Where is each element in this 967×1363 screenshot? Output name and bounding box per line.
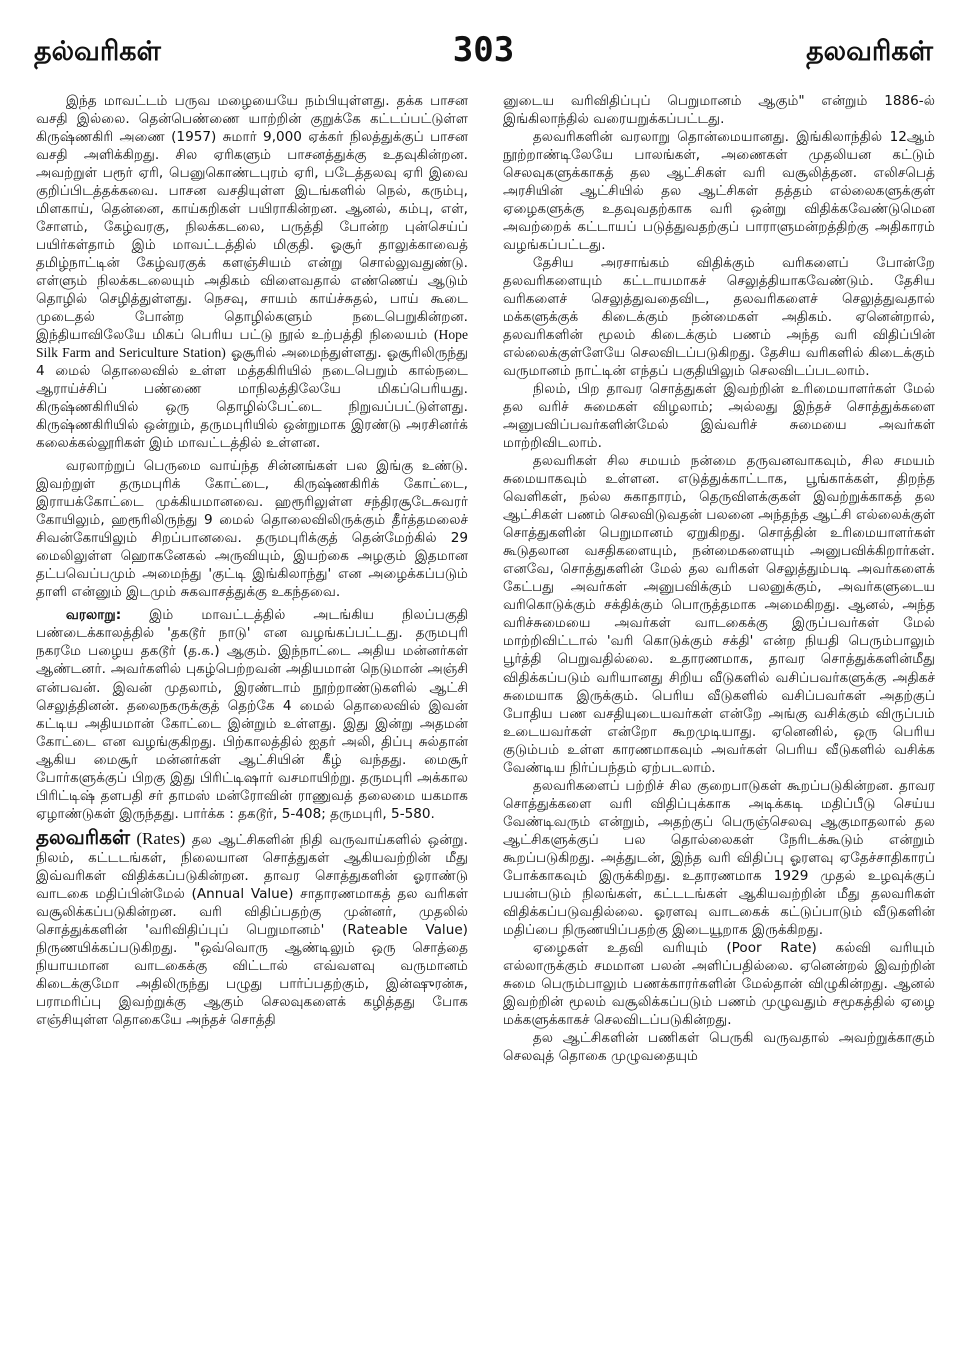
paragraph-text: இந்த மாவட்டம் பருவ மழையையே நம்பியுள்ளது. தக்க பாசன வசதி இல்லை. தென்பெண்ணை யாற்றின் குறுக்கே கட்டப்பட்டுள்ள கிருஷ்ணகிரி அணை (1957) சுமார் 9,000 ஏக்கர் நிலத்துக்குப் பாசன வசதி அளிக்கிறது. சில ஏரிகளும் பாசனத்துக்கு உதவுகின்றன. அவற்றுள் பரூர் ஏரி, பெனுகொண்டபுரம் ஏரி, படேத்தலவு ஏரி இவை குறிப்பிடத்தக்கவை. பாசன வசதியுள்ள இடங்களில் நெல், கரும்பு, மிளகாய், தென்னை, காய்கறிகள் பயிராகின்றன. ஆனல், கம்பு, எள், சோளம், கேழ்வரகு, நிலக்கடலை, பருத்தி போன்ற புன்செய்ப் பயிர்கள்தாம் இம் மாவட்டத்தில் மிகுதி. ஓசூர் தாலுக்காவைத் தமிழ்நாட்டின் கேழ்வரகுக் களஞ்சியம் என்று சொல்லுவதுண்டு. எள்ளும் நிலக்கடலையும் அதிகம் விளைவதால் எண்ணெய் ஆடும் தொழில் செழித்துள்ளது. நெசவு, சாயம் காய்ச்சுதல், பாய் கூடை முடைதல் போன்ற தொழில்களும் நடைபெறுகின்றன. இந்தியாவிலேயே மிகப் பெரிய பட்டு நூல் உற்பத்தி நிலையம் [36, 93, 468, 344]
paragraph: தல ஆட்சிகளின் பணிகள் பெருகி வருவதால் அவற்றுக்காகும் செலவுத் தொகை முழுவதையும் [503, 1029, 935, 1064]
entry-english-title: (Rates) [136, 828, 186, 848]
paragraph: தலவரிகள் சில சமயம் நன்மை தருவனவாகவும், சில சமயம் சுமையாகவும் உள்ளன. எடுத்துக்காட்டாக, பூங்காக்கள், திறந்த வெளிகள், நல்ல சுகாதாரம், தெருவிளக்குகள் இவற்றுக்காகத் தல ஆட்சிகள் பணம் செலவிடுவதன் பலனை அந்தந்த ஆட்சி எல்லைக்குள் சொத்துகளின் பெறுமானம் ஏறுகிறது. சொத்தின் உரிமையாளர்கள் கூடுதலான வசதிகளையும், நன்மைகளையும் அனுபவிக்கிறார்கள். எனவே, சொத்துகளின் மேல் தல வரிகள் செலுத்தும்படி அவர்களைக் கேட்பது அவர்கள் அனுபவிக்கும் பலனுக்கும், அவர்களுடைய வரிகொடுக்கும் சக்திக்கும் பொருத்தமாக அமைகிறது. ஆனல், அந்த வரிச்சுமையை அவர்கள் வாடகைக்கு இருப்பவர்கள் மேல் மாற்றிவிட்டால் 'வரி கொடுக்கும் சக்தி' என்ற நியதி பெரும்பாலும் பூர்த்தி பெறுவதில்லை. உதாரணமாக, தாவர சொத்துக்களின்மீது விதிக்கப்படும் வரியானது சிறிய வீடுகளில் வசிப்பவர்களுக்கு அதிகச் சுமையாக இருக்கும். பெரிய வீடுகளில் வசிப்பவர்கள் அதற்குப் போதிய பண வசதியுடையவர்கள் என்றே அங்கு வசிக்கும் விருப்பம் உடையவர்கள் என்றோ கூறமுடியாது. ஏனெனில், ஒரு பெரிய குடும்பம் உள்ள காரணமாகவும் அவர்கள் பெரிய வீடுகளில் வசிக்க வேண்டிய நிர்ப்பந்தம் ஏற்படலாம். [503, 453, 935, 776]
paragraph: நிலம், பிற தாவர சொத்துகள் இவற்றின் உரிமையாளர்கள் மேல் தல வரிச் சுமைகள் விழலாம்; அல்லது இந்தச் சொத்துக்களை அனுபவிப்பவர்களின்மேல் இவ்வரிச் சுமையை அவர்கள் மாற்றிவிடலாம். [503, 381, 935, 452]
paragraph: தேசிய அரசாங்கம் விதிக்கும் வரிகளைப் போன்றே தலவரிகளையும் கட்டாயமாகச் செலுத்தியாகவேண்டும். தேசிய வரிகளைச் செலுத்துவதைவிட, தலவரிகளைச் செலுத்துவதால் மக்களுக்குக் கிடைக்கும் நன்மைகள் அதிகம். ஏனென்றால், தலவரிகளின் மூலம் கிடைக்கும் பணம் அந்த வரி விதிப்பின் எல்லைக்குள்ளேயே செலவிடப்படுகிறது. தேசிய வரிகளில் கிடைக்கும் வருமானம் நாட்டின் எந்தப் பகுதியிலும் செலவிடப்படலாம். [503, 255, 935, 380]
paragraph-text: ஓசூரில் அமைந்துள்ளது. ஓசூரிலிருந்து 4 மைல் தொலைவில் உள்ள மத்தகிரியில் நடைபெறும் கால்நடை ஆராய்ச்சிப் பண்ணை மாநிலத்திலேயே மிகப்பெரியது. கிருஷ்ணகிரியில் ஒரு தொழில்பேட்டை நிறுவப்பட்டுள்ளது. கிருஷ்ணகிரியில் ஒன்றும், தருமபுரியில் ஒன்றுமாக இரண்டு அரசினர்க் கலைக்கல்லூரிகள் இம் மாவட்டத்தில் உள்ளன. [36, 345, 468, 452]
page-number: 303 [452, 30, 515, 70]
paragraph: னுடைய வரிவிதிப்புப் பெறுமானம் ஆகும்" என்றும் 1886-ல் இங்கிலாந்தில் வரையறுக்கப்பட்டது. [503, 93, 935, 128]
left-running-head: தல்வரிகள் [34, 36, 161, 67]
paragraph [36, 606, 468, 822]
paragraph-text: தல ஆட்சிகளின் நிதி வருவாய்களில் ஒன்று. நிலம், கட்டடங்கள், நிலையான சொத்துகள் ஆகியவற்றின் மீது இவ்வரிகள் விதிக்கப்படுகின்றன. தாவர சொத்துகளின் ஓராண்டு வாடகை மதிப்பின்மேல் (Annual Value) சாதாரணமாகத் தல வரிகள் வசூலிக்கப்படுகின்றன. வரி விதிப்பதற்கு முன்னர், முதலில் சொத்துக்களின் 'வரிவிதிப்புப் பெறுமானம்' (Rateable Value) நிருணயிக்கப்படுகிறது. "ஒவ்வொரு ஆண்டிலும் ஒரு சொத்தை நியாயமான வாடகைக்கு விட்டால் எவ்வளவு வருமானம் கிடைக்குமோ அதிலிருந்து பழுது பார்ப்பதற்கும், இன்ஷுரன்சு, பராமரிப்பு இவற்றுக்கு ஆகும் செலவுகளைக் கழித்தது போக எஞ்சியுள்ள தொகையே அந்தச் சொத்தி [36, 831, 468, 1028]
paragraph: வரலாற்றுப் பெருமை வாய்ந்த சின்னங்கள் பல இங்கு உண்டு. இவற்றுள் தருமபுரிக் கோட்டை, கிருஷ்ணகிரிக் கோட்டை, இராயக்கோட்டை முக்கியமானவை. ஹரூரிலுள்ள சந்திரசூடேசுவரர் கோயிலும், ஹரூரிலிருந்து 9 மைல் தொலைவிலிருக்கும் தீர்த்தமலைச் சிவன்கோயிலும் சிறப்பானவை. தருமபுரிக்குத் தென்மேற்கில் 29 மைலிலுள்ள ஹொகனேகல் அருவியும், இயற்கை அழகும் இதமான தட்பவெப்பமும் அமைந்து 'குட்டி இங்கிலாந்து' என அழைக்கப்படும் தாளி என்னும் இடமும் சுகவாசத்துக்கு உகந்தவை. [36, 458, 468, 601]
paragraph: ஏழைகள் உதவி வரியும் (Poor Rate) கல்வி வரியும் எல்லாருக்கும் சமமான பலன் அளிப்பதில்லை. ஏனென்றல் இவற்றின் சுமை பெரும்பாலும் பணக்காரர்களின் மேல்தான் விழுகின்றது. ஆனல் இவற்றின் மூலம் வசூலிக்கப்படும் பணம் முழுவதும் சமூகத்தில் ஏழை மக்களுக்காகச் செலவிடப்படுகின்றது. [503, 939, 935, 1028]
paragraph-text: இம் மாவட்டத்தில் அடங்கிய நிலப்பகுதி பண்டைக்காலத்தில் 'தகடூர் நாடு' என வழங்கப்பட்டது. தருமபுரி நகரமே பழைய தகடூர் (த.க.) ஆகும். இந்நாட்டை அதிய மன்னர்கள் ஆண்டனர். அவர்களில் புகழ்பெற்றவன் அதியமான் நெடுமான் அஞ்சி என்பவன். இவன் முதலாம், இரண்டாம் நூற்றாண்டுகளில் ஆட்சி செலுத்தினன். தலைநகருக்குத் தெற்கே 4 மைல் தொலைவில் இவன் கட்டிய அதியமான் கோட்டை இன்றும் உள்ளது. இது இன்று அதமன் கோட்டை என வழங்குகிறது. பிற்காலத்தில் ஐதர் அலி, திப்பு சுல்தான் ஆகிய மைசூர் மன்னர்கள் ஆட்சியின் கீழ் வந்தது. மைசூர் போர்களுக்குப் பிறகு இது பிரிட்டிஷார் வசமாயிற்று. தருமபுரி அக்கால பிரிட்டிஷ் தளபதி சர் தாமஸ் மன்ரோவின் ராணுவத் தலைமை யகமாக ஏழாண்டுகள் இருந்தது. பார்க்க : தகடூர், 5-408; தருமபுரி, 5-580. [36, 607, 468, 822]
paragraph [36, 92, 468, 452]
paragraph: தலவரிகளின் வரலாறு தொன்மையானது. இங்கிலாந்தில் 12ஆம் நூற்றாண்டிலேயே பாலங்கள், அணைகள் முதலியன கட்டும் செலவுகளுக்காகத் தல ஆட்சிகள் வரி வசூலித்தன. எலிசபெத் அரசியின் ஆட்சியில் தல ஆட்சிகள் தத்தம் எல்லைகளுக்குள் ஏழைகளுக்கு உதவுவதற்காக வரி ஒன்று விதிக்கவேண்டுமென அவற்றைக் கட்டாயப் படுத்துவதற்குப் பாராளுமன்றத்திற்கு அதிகாரம் வழங்கப்பட்டது. [503, 129, 935, 254]
entry-title: தலவரிகள் [36, 824, 131, 849]
right-column [503, 92, 935, 1065]
section-label: வரலாறு: [65, 607, 122, 624]
left-column [36, 92, 468, 1029]
english-term: (Hope Silk Farm and Sericulture Station) [36, 327, 468, 361]
entry-paragraph [36, 824, 468, 1029]
right-running-head: தலவரிகள் [806, 36, 933, 67]
paragraph: தலவரிகளைப் பற்றிச் சில குறைபாடுகள் கூறப்படுகின்றன. தாவர சொத்துக்களை வரி விதிப்புக்காக அடிக்கடி மதிப்பீடு செய்ய வேண்டிவரும் என்றும், அதற்குப் பெருஞ்செலவு ஆகுமாதலால் தல ஆட்சிகளுக்குப் பல தொல்லைகள் நேரிடக்கூடும் என்றும் கூறப்படுகிறது. அத்துடன், இந்த வரி விதிப்பு ஓரளவு ஏதேச்சாதிகாரப் போக்காகவும் இருக்கிறது. உதாரணமாக 1929 முதல் உழவுக்குப் பயன்படும் நிலங்கள், கட்டடங்கள் ஆகியவற்றின் மீது தலவரிகள் விதிக்கப்படுவதில்லை. ஓரளவு வாடகைக் கட்டுப்பாடும் வீடுகளின் மதிப்பை நிருணயிப்பதற்கு இடையூறாக இருக்கிறது. [503, 777, 935, 938]
